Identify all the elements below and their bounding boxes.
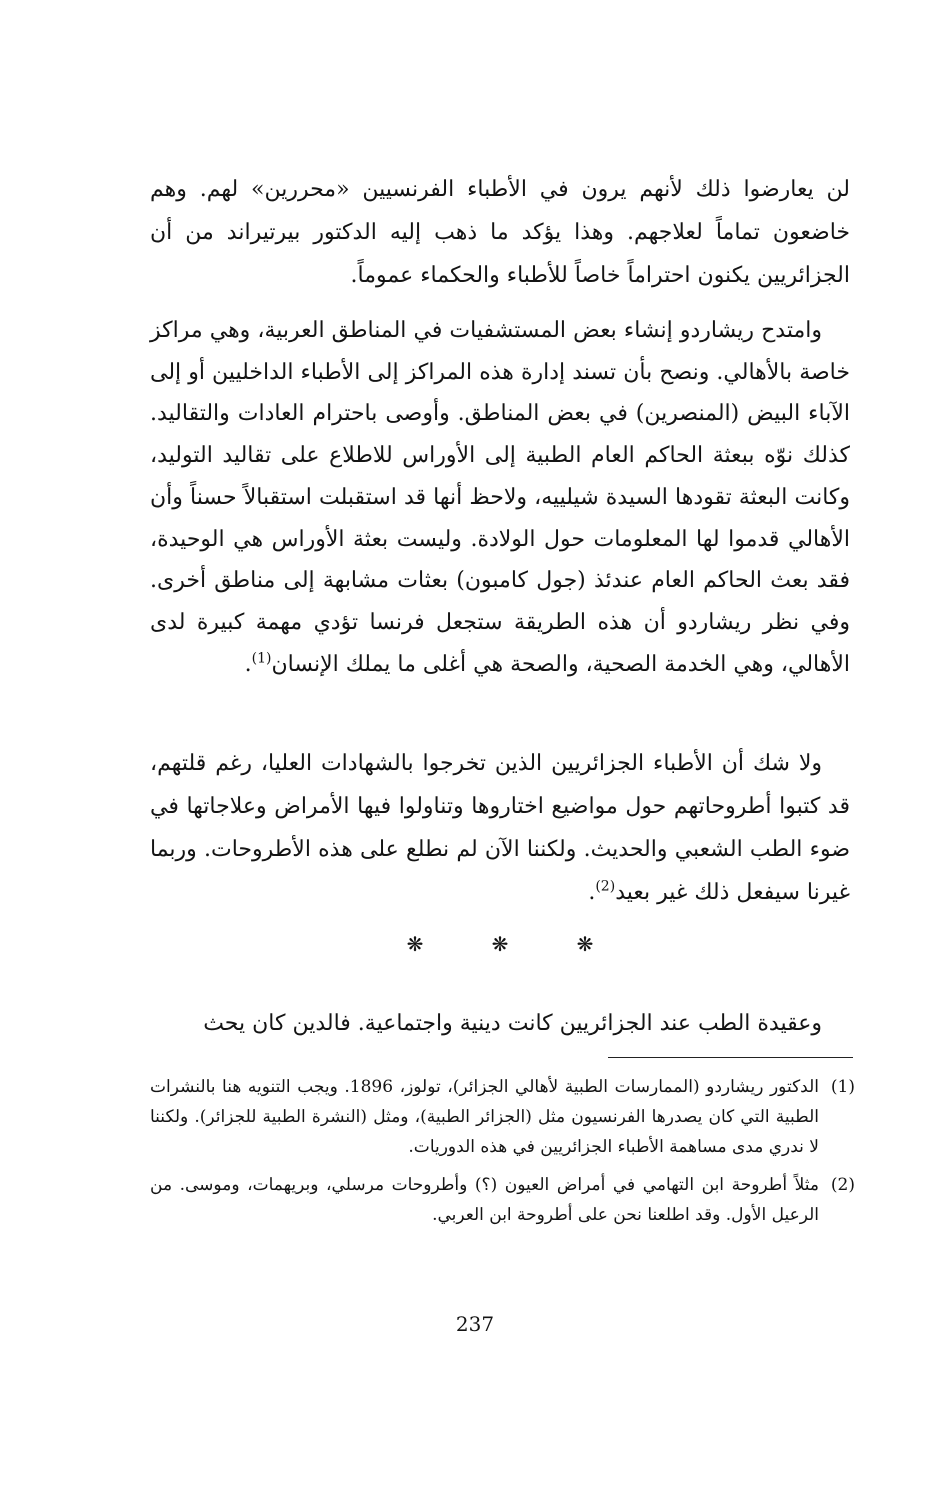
body-paragraph-3 xyxy=(150,742,850,914)
asterism-icon: ❋ xyxy=(406,932,424,956)
body-paragraph-2-text: وامتدح ريشاردو إنشاء بعض المستشفيات في المناطق العربية، وهي مراكز خاصة بالأهالي. ونصح بأن تسند إدارة هذه المراكز إلى الأطباء الداخليين أو إلى الآباء البيض (المنصرين) في بعض المناطق. وأوصى باحترام العادات والتقاليد. كذلك نوّه ببعثة الحاكم العام الطبية إلى الأوراس للاطلاع على تقاليد التوليد، وكانت البعثة تقودها السيدة شيلييه، ولاحظ أنها قد استقبلت استقبالاً حسناً وأن الأهالي قدموا لها المعلومات حول الولادة. وليست بعثة الأوراس هي الوحيدة، فقد بعث الحاكم العام عندئذ (جول كامبون) بعثات مشابهة إلى مناطق أخرى. وفي نظر ريشاردو أن هذه الطريقة ستجعل فرنسا تؤدي مهمة كبيرة لدى الأهالي، وهي الخدمة الصحية، والصحة هي أغلى ما يملك الإنسان xyxy=(150,318,850,677)
body-paragraph-2-period: . xyxy=(244,651,252,677)
footnote-text: الدكتور ريشاردو (الممارسات الطبية لأهالي الجزائر)، تولوز، 1896. ويجب التنويه هنا بالنشرات الطبية التي كان يصدرها الفرنسيون مثل (الجزائر الطبية)، ومثل (النشرة الطبية للجزائر). ولكننا لا ندري مدى مساهمة الأطباء الجزائريين في هذه الدوريات. xyxy=(150,1077,819,1157)
footnote-number: (1) xyxy=(830,1077,855,1097)
body-paragraph-2 xyxy=(150,310,850,685)
page-number: 237 xyxy=(455,1312,495,1336)
section-separator xyxy=(400,932,600,972)
asterism-icon: ❋ xyxy=(576,932,594,956)
asterism-icon: ❋ xyxy=(491,932,509,956)
footnote-ref-2: (2) xyxy=(595,878,616,895)
footnote-text: مثلاً أطروحة ابن التهامي في أمراض العيون (؟) وأطروحات مرسلي، وبريهمات، وموسى. من الرعيل الأول. وقد اطلعنا نحن على أطروحة ابن العربي. xyxy=(150,1175,819,1225)
footnotes xyxy=(150,1072,855,1238)
footnote-divider xyxy=(608,1057,853,1058)
body-paragraph-3-text: ولا شك أن الأطباء الجزائريين الذين تخرجوا بالشهادات العليا، رغم قلتهم، قد كتبوا أطروحاتهم حول مواضيع اختاروها وتناولوا فيها الأمراض وعلاجاتها في ضوء الطب الشعبي والحديث. ولكننا الآن لم نطلع على هذه الأطروحات. وربما غيرنا سيفعل ذلك غير بعيد xyxy=(150,751,850,905)
body-paragraph-1: لن يعارضوا ذلك لأنهم يرون في الأطباء الفرنسيين «محررين» لهم. وهم خاضعون تماماً لعلاجهم. وهذا يؤكد ما ذهب إليه الدكتور بيرتيراند من أن الجزائريين يكنون احتراماً خاصاً للأطباء والحكماء عموماً. xyxy=(150,177,850,288)
footnote-number: (2) xyxy=(830,1175,855,1195)
footnote-1 xyxy=(150,1072,855,1162)
footnote-2 xyxy=(150,1170,855,1230)
body-paragraph-3-period: . xyxy=(588,880,596,905)
body-paragraph-4: وعقيدة الطب عند الجزائريين كانت دينية واجتماعية. فالدين كان يحث xyxy=(203,1011,822,1036)
footnote-ref-1: (1) xyxy=(251,650,272,667)
